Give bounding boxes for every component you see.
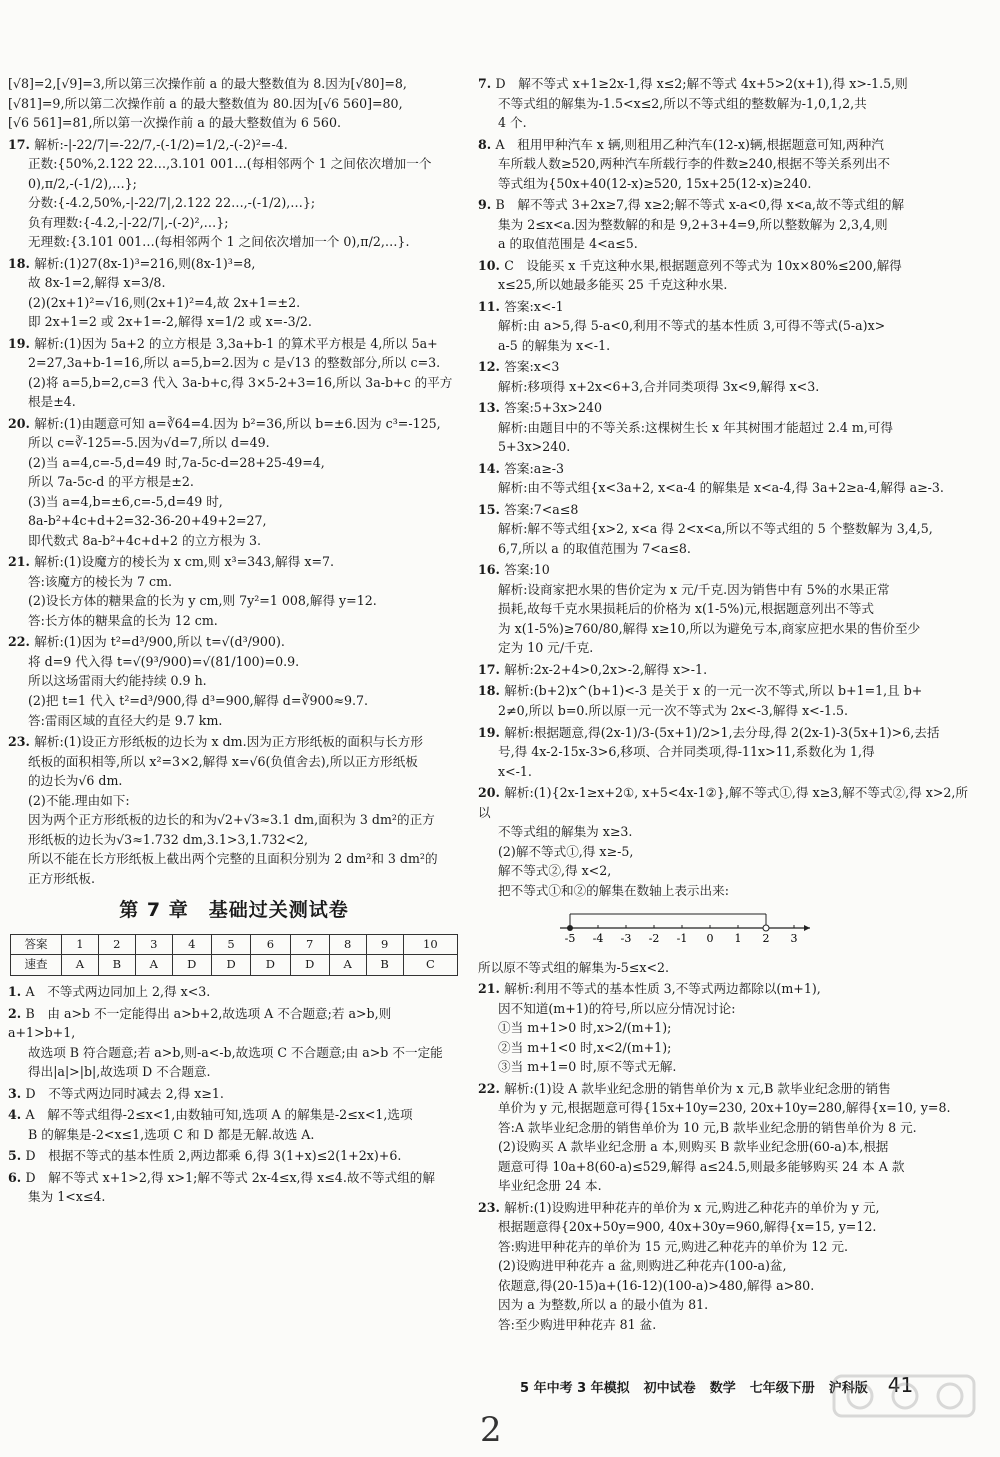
answer-value-cell: A xyxy=(135,955,172,976)
answer-value-cell: B xyxy=(98,955,135,976)
item-line: 不等式组的解集为-1.5<x≤2,所以不等式组的整数解为-1,0,1,2,共 xyxy=(498,95,867,111)
item-line: (2)当 a=4,c=-5,d=49 时,7a-5c-d=28+25-49=4, xyxy=(28,454,325,470)
item-number: 10. xyxy=(478,257,505,273)
footer-type: 初中试卷 xyxy=(643,1381,696,1396)
item-line: 车所载人数≥520,两种汽车所载行李的件数≥240,根据不等关系列出不 xyxy=(498,156,891,172)
item-line: 5+3x>240. xyxy=(498,439,571,455)
footer-series: 5 年中考 3 年模拟 xyxy=(520,1381,630,1396)
item-number: 14. xyxy=(478,460,505,476)
answer-number-cell: 3 xyxy=(135,934,172,955)
item-line: 为 x(1-5%)≥760/80,解得 x≥10,所以为避免亏本,商家应把水果的售价至少 xyxy=(498,620,921,636)
answer-item xyxy=(8,982,460,1002)
item-line: 即 2x+1=2 或 2x+1=-2,解得 x=1/2 或 x=-3/2. xyxy=(28,314,312,330)
item-line: (2)设长方体的糖果盒的长为 y cm,则 7y²=1 008,解得 y=12. xyxy=(28,593,377,609)
item-line: 21. 解析:利用不等式的基本性质 3,不等式两边都除以(m+1), xyxy=(478,981,821,997)
item-line: 解析:由题目中的不等关系:这棵树生长 x 年其树围才能超过 2.4 m,可得 xyxy=(498,419,894,435)
item-number: 17. xyxy=(8,136,35,152)
item-line: [√81]=9,所以第二次操作前 a 的最大整数值为 80.因为[√6 560]=80, xyxy=(8,95,403,111)
item-line: 16. 答案:10 xyxy=(478,562,550,578)
item-line: 7. D 解不等式 x+1≥2x-1,得 x≤2;解不等式 4x+5>2(x+1),得 x>-1.5,则 xyxy=(478,76,908,91)
answer-item xyxy=(478,660,980,680)
right-items-after xyxy=(478,958,980,1335)
answer-number-cell: 1 xyxy=(62,934,99,955)
item-line: 1. A 不等式两边同加上 2,得 x<3. xyxy=(8,984,211,1000)
item-line: 11. 答案:x<-1 xyxy=(478,298,564,314)
answer-number-cell: 4 xyxy=(172,934,211,955)
item-line: (2)(2x+1)²=√16,则(2x+1)²=4,故 2x+1=±2. xyxy=(28,294,301,310)
footer-edition: 沪科版 xyxy=(828,1381,868,1396)
item-line: 将 d=9 代入得 t=√(9³/900)=√(81/100)=0.9. xyxy=(28,653,300,669)
item-line: 纸板的面积相等,所以 x²=3×2,解得 x=√6(负值舍去),所以正方形纸板 xyxy=(28,753,418,769)
item-line: 毕业纪念册 24 本. xyxy=(498,1178,602,1194)
item-line: 解析:移项得 x+2x<6+3,合并同类项得 3x<9,解得 x<3. xyxy=(498,378,820,394)
item-line: (3)当 a=4,b=±6,c=-5,d=49 时, xyxy=(28,493,223,509)
answer-value-cell: D xyxy=(211,955,250,976)
left-column xyxy=(8,74,460,1209)
item-line: 17. 解析:-|-22/7|=-22/7,-(-1/2)=1/2,-(-2)²=-4. xyxy=(8,136,288,152)
answer-item xyxy=(478,459,980,498)
item-line: 8a-b²+4c+d+2=32-36-20+49+2=27, xyxy=(28,513,267,529)
item-line: [√6 561]=81,所以第一次操作前 a 的最大整数值为 6 560. xyxy=(8,115,341,131)
number-line-tick-label: 1 xyxy=(734,932,742,946)
answer-item xyxy=(478,681,980,720)
answer-number-cell: 9 xyxy=(366,934,403,955)
item-line: 2. B 由 a>b 不一定能得出 a>b+2,故选项 A 不合题意;若 a>b,则 a+1>b+1, xyxy=(8,1005,392,1041)
item-line: 20. 解析:(1){2x-1≥x+2①, x+5<4x-1②},解不等式①,得 x≥3,解不等式②,得 x>2,所以 xyxy=(478,785,969,820)
answer-item xyxy=(478,195,980,254)
answer-number-cell: 5 xyxy=(211,934,250,955)
number-line-tick-label: -1 xyxy=(676,932,688,946)
item-line: 6. D 解不等式 x+1>2,得 x>1;解不等式 2x-4≤x,得 x≤4.故不等式组的解 xyxy=(8,1169,435,1185)
item-number: 17. xyxy=(478,661,505,677)
item-line: 的边长为√6 dm. xyxy=(28,773,123,789)
number-line-tick-label: -4 xyxy=(592,932,604,946)
item-line: 9. B 解不等式 3+2x≥7,得 x≥2;解不等式 x-a<0,得 x<a,故不等式组的解 xyxy=(478,197,905,213)
item-line: 23. 解析:(1)设正方形纸板的边长为 x dm.因为正方形纸板的面积与长方形 xyxy=(8,734,423,750)
item-line: 正数:{50%,2.122 22…,3.101 001…(每相邻两个 1 之间依次增加一个 xyxy=(28,156,432,172)
item-line: 6,7,所以 a 的取值范围为 7<a≤8. xyxy=(498,540,691,556)
number-line-tick-label: -5 xyxy=(564,932,576,946)
answer-header-label: 答案 xyxy=(11,934,62,955)
item-line: 22. 解析:(1)因为 t²=d³/900,所以 t=√(d³/900). xyxy=(8,634,285,650)
answer-value-cell: A xyxy=(329,955,366,976)
item-line: 不等式组的解集为 x≥3. xyxy=(498,824,633,840)
item-number: 18. xyxy=(8,255,35,271)
item-line: 题意可得 10a+8(60-a)≤529,解得 a≤24.5,则最多能够购买 24 本 A 款 xyxy=(498,1158,905,1174)
item-number: 8. xyxy=(478,136,496,152)
item-number: 6. xyxy=(8,1169,26,1185)
answer-item xyxy=(478,1079,980,1196)
answer-value-cell: C xyxy=(403,955,457,976)
item-line: 集为 2≤x<a.因为整数解的和是 9,2+3+4=9,所以整数解为 2,3,4,则 xyxy=(498,216,888,232)
item-line: 13. 答案:5+3x>240 xyxy=(478,400,602,416)
left-items-after xyxy=(8,982,460,1207)
item-number: 13. xyxy=(478,400,505,416)
item-number: 15. xyxy=(478,501,505,517)
item-line: 解析:由不等式组{x<3a+2, x<a-4 的解集是 x<a-4,得 3a+2≥a-4,解得 a≥-3. xyxy=(498,480,944,496)
item-number: 23. xyxy=(478,1199,505,1215)
left-items xyxy=(8,74,460,888)
item-number: 19. xyxy=(478,724,505,740)
number-line-tick-label: 3 xyxy=(790,932,798,946)
answer-item xyxy=(8,1168,460,1207)
item-line: a-5 的解集为 x<-1. xyxy=(498,337,611,353)
item-line: a 的取值范围是 4<a≤5. xyxy=(498,236,638,252)
item-line: 10. C 设能买 x 千克这种水果,根据题意列不等式为 10x×80%≤200,解得 xyxy=(478,257,902,273)
item-line: (2)解不等式①,得 x≥-5, xyxy=(498,843,634,859)
item-line: 分数:{-4.2,50%,-|-22/7|,2.122 22…,-(-1/2),…}; xyxy=(28,195,316,211)
answer-number-row xyxy=(11,934,458,955)
item-line: 依题意,得(20-15)a+(16-12)(100-a)>480,解得 a>80. xyxy=(498,1277,815,1293)
item-line: 21. 解析:(1)设魔方的棱长为 x cm,则 x³=343,解得 x=7. xyxy=(8,554,335,570)
item-line: 8. A 租用甲种汽车 x 辆,则租用乙种汽车(12-x)辆,根据题意可知,两种汽 xyxy=(478,136,884,152)
handwritten-mark: 2 xyxy=(480,1410,502,1450)
item-number: 20. xyxy=(8,415,35,431)
right-items xyxy=(478,74,980,900)
answer-number-cell: 7 xyxy=(290,934,329,955)
footer-grade: 七年级下册 xyxy=(749,1381,815,1396)
number-line-tick-label: 0 xyxy=(706,932,714,946)
answer-item xyxy=(8,1084,460,1104)
item-line: 答:购进甲种花卉的单价为 15 元,购进乙种花卉的单价为 12 元. xyxy=(498,1238,848,1254)
item-line: 解析:解不等式组{x>2, x<a 得 2<x<a,所以不等式组的 5 个整数解为 3,4,5, xyxy=(498,521,933,537)
item-line: 根据题意得{20x+50y=900, 40x+30y=960,解得{x=15, y=12. xyxy=(498,1219,877,1235)
item-line: 形纸板的边长为√3≈1.732 dm,3.1>3,1.732<2, xyxy=(28,831,309,847)
item-number: 23. xyxy=(8,734,35,750)
item-line: 号,得 4x-2-15x-3>6,移项、合并同类项,得-11x>11,系数化为 1,得 xyxy=(498,744,875,760)
number-line-arrow xyxy=(804,925,810,931)
item-line: (2)不能.理由如下: xyxy=(28,792,130,808)
item-line: 2=27,3a+b-1=16,所以 a=5,b=2.因为 c 是√13 的整数部分,所以 c=3. xyxy=(28,355,441,371)
item-line: 所以这场雷雨大约能持续 0.9 h. xyxy=(28,673,207,689)
item-line: 12. 答案:x<3 xyxy=(478,359,560,375)
item-number: 18. xyxy=(478,683,505,699)
answer-item xyxy=(8,1105,460,1144)
answer-item xyxy=(8,1146,460,1166)
item-number: 2. xyxy=(8,1005,26,1021)
answer-table xyxy=(10,934,458,977)
item-line: 负有理数:{-4.2,-|-22/7|,-(-2)²,…}; xyxy=(28,214,229,230)
item-number: 21. xyxy=(478,981,505,997)
item-line: (2)设购买 A 款毕业纪念册 a 本,则购买 B 款毕业纪念册(60-a)本,根据 xyxy=(498,1139,889,1155)
item-line: ③当 m+1=0 时,原不等式无解. xyxy=(498,1059,677,1075)
item-line: 3. D 不等式两边同时减去 2,得 x≥1. xyxy=(8,1085,224,1101)
item-line: 因不知道(m+1)的符号,所以应分情况讨论: xyxy=(498,1000,736,1016)
item-line: 所以 7a-5c-d 的平方根是±2. xyxy=(28,474,194,490)
chapter-title: 第 7 章 基础过关测试卷 xyxy=(119,899,349,922)
answer-item xyxy=(478,783,980,900)
item-line: 因为两个正方形纸板的边长的和为√2+√3≈3.1 dm,面积为 3 dm²的正方 xyxy=(28,812,435,828)
item-line: 23. 解析:(1)设购进甲种花卉的单价为 x 元,购进乙种花卉的单价为 y 元, xyxy=(478,1199,880,1215)
item-line: 因为 a 为整数,所以 a 的最小值为 81. xyxy=(498,1297,709,1313)
item-line: 所以原不等式组的解集为-5≤x<2. xyxy=(478,959,670,975)
item-line: 17. 解析:2x-2+4>0,2x>-2,解得 x>-1. xyxy=(478,661,708,677)
item-line: 故选项 B 符合题意;若 a>b,则-a<-b,故选项 C 不合题意;由 a>b 不一定能 xyxy=(28,1044,443,1060)
item-line: 答:该魔方的棱长为 7 cm. xyxy=(28,573,173,589)
answer-item xyxy=(8,135,460,252)
item-line: 4 个. xyxy=(498,115,527,131)
item-number: 5. xyxy=(8,1148,26,1164)
item-line: 损耗,故每千克水果损耗后的价格为 x(1-5%)元,根据题意列出不等式 xyxy=(498,601,875,617)
item-line: 答:长方体的糖果盒的长为 12 cm. xyxy=(28,612,218,628)
item-line: 答:A 款毕业纪念册的销售单价为 10 元,B 款毕业纪念册的销售单价为 8 元. xyxy=(498,1119,917,1135)
number-line xyxy=(558,908,818,948)
number-line-tick-label: 2 xyxy=(762,932,770,946)
right-column xyxy=(478,74,980,1336)
item-line: 解不等式②,得 x<2, xyxy=(498,863,612,879)
open-point xyxy=(763,925,769,931)
answer-item xyxy=(478,723,980,782)
item-number: 4. xyxy=(8,1107,26,1123)
item-line: 等式组为{50x+40(12-x)≥520, 15x+25(12-x)≥240. xyxy=(498,175,812,191)
answer-item xyxy=(478,1198,980,1335)
answer-item xyxy=(8,74,460,133)
item-number: 7. xyxy=(478,76,496,91)
item-line: 定为 10 元/千克. xyxy=(498,640,594,656)
item-number: 22. xyxy=(478,1080,505,1096)
answer-item xyxy=(478,357,980,396)
answer-item xyxy=(478,979,980,1077)
item-line: ②当 m+1<0 时,x<2/(m+1); xyxy=(498,1039,672,1055)
answer-item xyxy=(8,732,460,888)
answer-value-cell: D xyxy=(290,955,329,976)
answer-item xyxy=(478,958,980,978)
answer-item xyxy=(8,414,460,551)
item-line: 把不等式①和②的解集在数轴上表示出来: xyxy=(498,882,729,898)
item-line: 14. 答案:a≥-3 xyxy=(478,460,565,476)
answer-value-row xyxy=(11,955,458,976)
footer-subject: 数学 xyxy=(709,1381,736,1396)
answer-item xyxy=(478,256,980,295)
item-line: ①当 m+1>0 时,x>2/(m+1); xyxy=(498,1020,672,1036)
answer-number-cell: 6 xyxy=(251,934,290,955)
item-line: 正方形纸板. xyxy=(28,870,95,886)
item-line: 4. A 解不等式组得-2≤x<1,由数轴可知,选项 A 的解集是-2≤x<1,选项 xyxy=(8,1107,413,1123)
item-number: 12. xyxy=(478,359,505,375)
answer-item xyxy=(478,398,980,457)
answer-item xyxy=(8,632,460,730)
item-line: 19. 解析:(1)因为 5a+2 的立方根是 3,3a+b-1 的算术平方根是 4,所以 5a+ xyxy=(8,335,438,351)
item-line: 18. 解析:(b+2)x^(b+1)<-3 是关于 x 的一元一次不等式,所以 b+1=1,且 b+ xyxy=(478,683,923,699)
item-line: 单价为 y 元,根据题意可得{15x+10y=230, 20x+10y=280,解得{x=10, y=8. xyxy=(498,1100,951,1116)
item-line: 18. 解析:(1)27(8x-1)³=216,则(8x-1)³=8, xyxy=(8,255,256,271)
answer-header-label: 速查 xyxy=(11,955,62,976)
item-line: 得出|a|>|b|,故选项 D 不合题意. xyxy=(28,1064,211,1080)
item-line: B 的解集是-2<x≤1,选项 C 和 D 都是无解.故选 A. xyxy=(28,1126,315,1142)
answer-value-cell: D xyxy=(251,955,290,976)
answer-number-cell: 8 xyxy=(329,934,366,955)
item-line: 即代数式 8a-b²+4c+d+2 的立方根为 3. xyxy=(28,532,262,548)
answer-value-cell: A xyxy=(62,955,99,976)
watermark-logo xyxy=(830,1370,980,1440)
item-line: 根是±4. xyxy=(28,394,76,410)
item-line: 22. 解析:(1)设 A 款毕业纪念册的销售单价为 x 元,B 款毕业纪念册的销售 xyxy=(478,1080,891,1096)
item-line: 解析:由 a>5,得 5-a<0,利用不等式的基本性质 3,可得不等式(5-a)x> xyxy=(498,318,886,334)
item-line: 19. 解析:根据题意,得(2x-1)/3-(5x+1)/2>1,去分母,得 2(2x-1)-3(5x+1)>6,去括 xyxy=(478,724,940,740)
closed-point xyxy=(567,925,573,931)
item-number: 11. xyxy=(478,298,505,314)
item-line: 集为 1<x≤4. xyxy=(28,1189,106,1205)
item-number: 1. xyxy=(8,984,26,1000)
item-number: 20. xyxy=(478,785,505,801)
item-line: 5. D 根据不等式的基本性质 2,两边都乘 6,得 3(1+x)≤2(1+2x)+6. xyxy=(8,1148,402,1164)
item-line: x<-1. xyxy=(498,763,532,779)
item-line: 答:雷雨区域的直径大约是 9.7 km. xyxy=(28,712,223,728)
item-line: (2)设购进甲种花卉 a 盆,则购进乙种花卉(100-a)盆, xyxy=(498,1258,787,1274)
item-line: 20. 解析:(1)由题意可知 a=∛64=4.因为 b²=36,所以 b=±6.因为 c³=-125, xyxy=(8,415,441,431)
answer-item xyxy=(8,334,460,412)
number-line-tick-label: -2 xyxy=(648,932,660,946)
item-line: 无理数:{3.101 001…(每相邻两个 1 之间依次增加一个 0),π/2,…}. xyxy=(28,234,410,250)
item-number: 3. xyxy=(8,1085,26,1101)
item-number: 21. xyxy=(8,554,35,570)
answer-value-cell: B xyxy=(366,955,403,976)
item-line: 故 8x-1=2,解得 x=3/8. xyxy=(28,275,166,291)
page-number: 41 xyxy=(887,1373,914,1397)
item-line: (2)把 t=1 代入 t²=d³/900,得 d³=900,解得 d=∛900≈9.7. xyxy=(28,692,369,708)
item-line: 解析:设商家把水果的售价定为 x 元/千克.因为销售中有 5%的水果正常 xyxy=(498,581,890,597)
item-line: 所以 c=∛-125=-5.因为√d=7,所以 d=49. xyxy=(28,435,270,451)
item-line: [√8]=2,[√9]=3,所以第三次操作前 a 的最大整数值为 8.因为[√80]=8, xyxy=(8,76,407,91)
item-line: 答:至少购进甲种花卉 81 盆. xyxy=(498,1316,657,1332)
item-line: x≤25,所以她最多能买 25 千克这种水果. xyxy=(498,277,728,293)
item-number: 19. xyxy=(8,335,35,351)
item-line: 2≠0,所以 b=0.所以原一元一次不等式为 2x<-3,解得 x<-1.5. xyxy=(498,702,849,718)
item-number: 22. xyxy=(8,634,35,650)
item-line: 0),π/2,-(-1/2),…}; xyxy=(28,175,137,191)
answer-number-cell: 10 xyxy=(403,934,457,955)
answer-item xyxy=(8,1004,460,1082)
answer-item xyxy=(478,74,980,133)
number-line-tick-label: -3 xyxy=(620,932,632,946)
item-number: 16. xyxy=(478,562,505,578)
item-line: 所以不能在长方形纸板上截出两个完整的且面积分别为 2 dm²和 3 dm²的 xyxy=(28,851,438,867)
answer-item xyxy=(478,135,980,194)
answer-item xyxy=(478,560,980,658)
item-line: 15. 答案:7<a≤8 xyxy=(478,501,579,517)
item-number: 9. xyxy=(478,197,496,213)
answer-value-cell: D xyxy=(172,955,211,976)
answer-item xyxy=(8,552,460,630)
item-line: (2)将 a=5,b=2,c=3 代入 3a-b+c,得 3×5-2+3=16,所以 3a-b+c 的平方 xyxy=(28,374,453,390)
answer-item xyxy=(478,297,980,356)
answer-number-cell: 2 xyxy=(98,934,135,955)
answer-item xyxy=(8,254,460,332)
answer-item xyxy=(478,500,980,559)
